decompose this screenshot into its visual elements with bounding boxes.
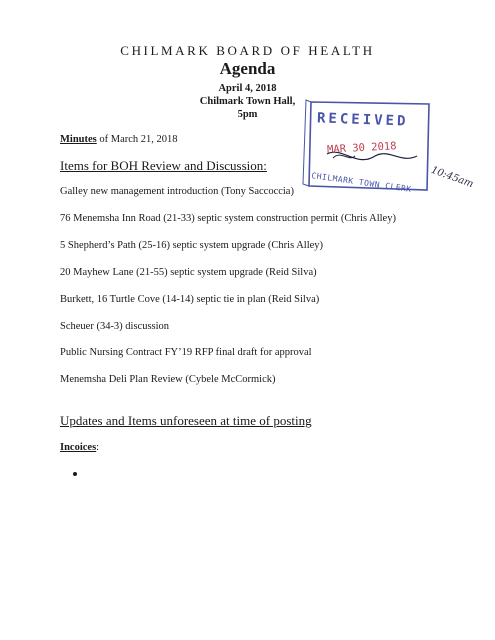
meeting-date: April 4, 2018: [218, 83, 277, 94]
organization-name: CHILMARK BOARD OF HEALTH: [120, 43, 375, 58]
minutes-date: of March 21, 2018: [96, 134, 178, 145]
stamp-clerk-text: CHILMARK TOWN CLERK: [310, 171, 413, 194]
agenda-item: Public Nursing Contract FY’19 RFP final draft for approval: [60, 347, 312, 358]
invoices-colon: :: [96, 442, 100, 453]
meeting-location: Chilmark Town Hall,: [199, 96, 296, 107]
stamp-received-text: RECEIVED: [316, 110, 409, 130]
meeting-time: 5pm: [237, 109, 258, 120]
agenda-item: 5 Shepherd’s Path (25-16) septic system upgrade (Chris Alley): [60, 240, 324, 251]
invoices-label: Incoices: [60, 442, 97, 453]
minutes-label: Minutes: [60, 134, 97, 145]
stamp-date-text: MAR 30 2018: [326, 140, 397, 156]
review-heading: Items for BOH Review and Discussion:: [60, 158, 267, 173]
agenda-item: Scheuer (34-3) discussion: [60, 321, 170, 332]
agenda-item: Galley new management introduction (Tony Saccoccia): [60, 186, 294, 197]
updates-heading: Updates and Items unforeseen at time of posting: [60, 413, 312, 428]
agenda-title: Agenda: [219, 59, 276, 78]
minutes-line: [60, 134, 178, 145]
invoices-line: [60, 442, 99, 453]
agenda-item: 20 Mayhew Lane (21-55) septic system upgrade (Reid Silva): [60, 267, 317, 278]
received-stamp: [297, 98, 437, 200]
stamp-handwritten-time: 10:45am: [429, 164, 475, 191]
agenda-item: Burkett, 16 Turtle Cove (14-14) septic tie in plan (Reid Silva): [60, 294, 320, 305]
agenda-item: Menemsha Deli Plan Review (Cybele McCormick): [60, 374, 276, 385]
agenda-item: 76 Menemsha Inn Road (21-33) septic system construction permit (Chris Alley): [60, 213, 396, 224]
bullet-point: [73, 472, 77, 476]
